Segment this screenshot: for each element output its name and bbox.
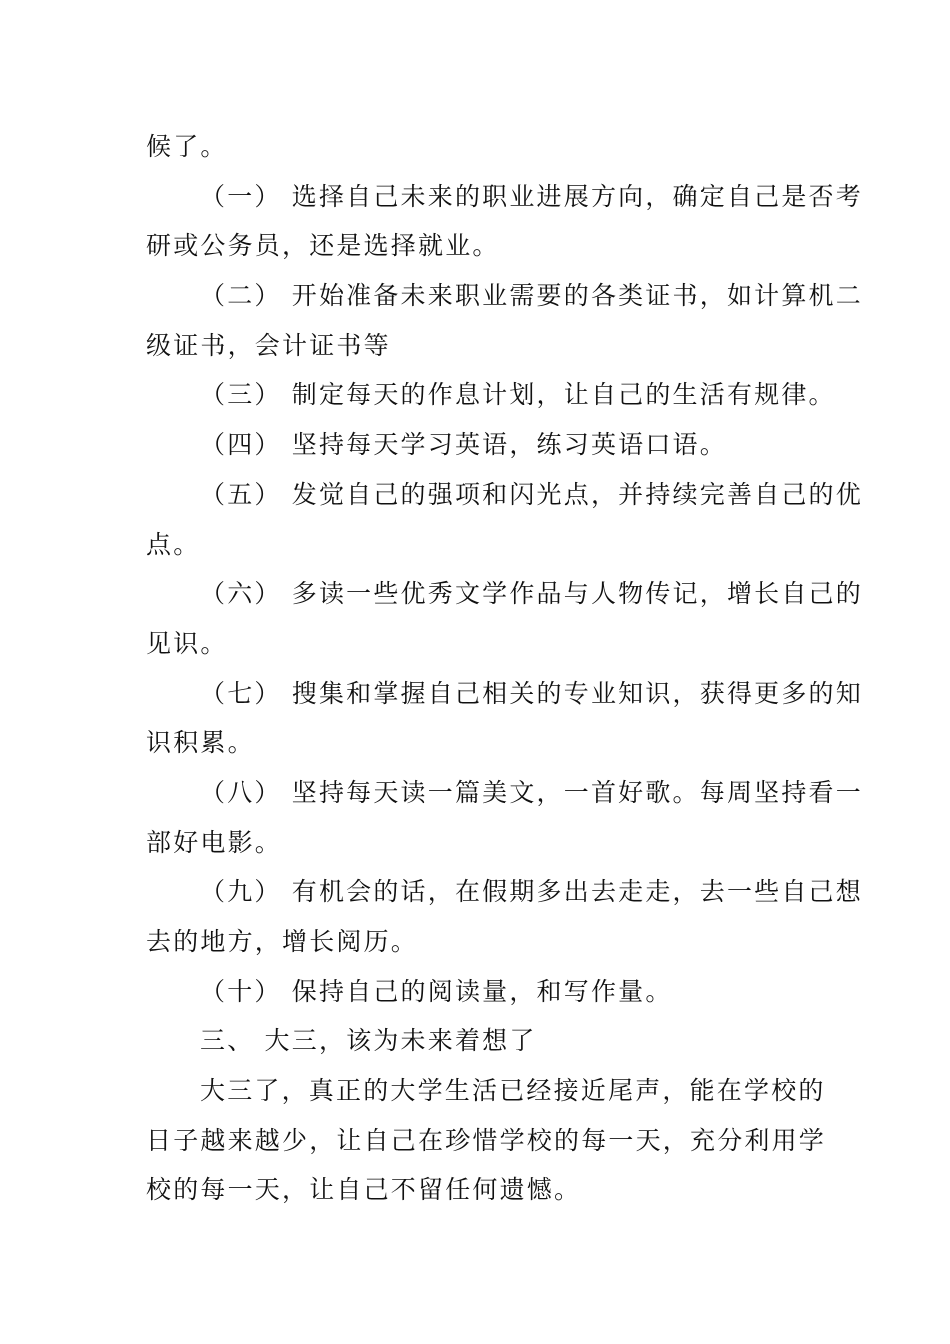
- paragraph-line: 大三了，真正的大学生活已经接近尾声，能在学校的: [200, 1076, 826, 1106]
- list-item-9-continuation: 去的地方，增长阅历。: [146, 927, 419, 956]
- paragraph-line: 日子越来越少，让自己在珍惜学校的每一天，充分利用学: [146, 1125, 827, 1155]
- list-item-8-continuation: 部好电影。: [146, 827, 283, 857]
- list-item-6-continuation: 见识。: [146, 628, 228, 658]
- list-item-7-line: （七） 搜集和掌握自己相关的专业知识，获得更多的知: [200, 678, 863, 708]
- list-item-8-line: （八） 坚持每天读一篇美文，一首好歌。每周坚持看一: [200, 777, 863, 807]
- list-item-1-continuation: 研或公务员，还是选择就业。: [146, 231, 500, 261]
- list-item-6-line: （六） 多读一些优秀文学作品与人物传记，增长自己的: [200, 579, 863, 609]
- paragraph-line: 校的每一天，让自己不留任何遗憾。: [146, 1175, 582, 1205]
- list-item-7-continuation: 识积累。: [146, 728, 255, 758]
- list-item-10-line: （十） 保持自己的阅读量，和写作量。: [200, 976, 673, 1006]
- list-item-2-continuation: 级证书，会计证书等: [146, 330, 391, 360]
- list-item-9-line: （九） 有机会的话，在假期多出去走走，去一些自己想: [200, 877, 863, 907]
- list-item-3-line: （三） 制定每天的作息计划，让自己的生活有规律。: [200, 380, 836, 410]
- text-line: 候了。: [146, 132, 228, 161]
- list-item-2-line: （二） 开始准备未来职业需要的各类证书，如计算机二: [200, 281, 863, 311]
- list-item-5-line: （五） 发觉自己的强项和闪光点，并持续完善自己的优: [200, 479, 863, 509]
- list-item-5-continuation: 点。: [146, 529, 201, 559]
- section-heading: 三、 大三，该为未来着想了: [200, 1026, 537, 1056]
- list-item-4-line: （四） 坚持每天学习英语，练习英语口语。: [200, 430, 727, 460]
- document-body: [146, 122, 863, 1215]
- list-item-1-line: （一） 选择自己未来的职业进展方向，确定自己是否考: [200, 181, 863, 211]
